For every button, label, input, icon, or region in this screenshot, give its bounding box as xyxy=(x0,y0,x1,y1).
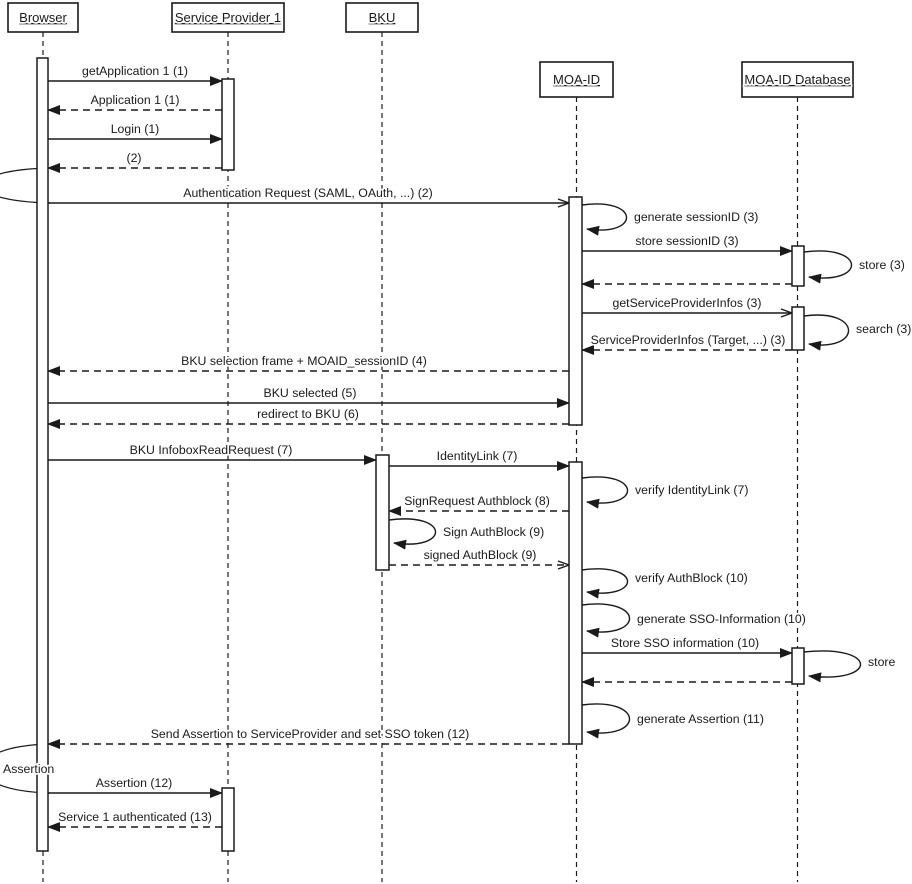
lifelines-layer xyxy=(43,32,798,882)
participant-label-browser: Browser xyxy=(19,10,67,25)
message-label: BKU selected (5) xyxy=(263,386,357,400)
self-call-arrow xyxy=(804,251,852,278)
participant-label-service-provider-1: Service Provider 1 xyxy=(174,10,282,25)
message-label: Service 1 authenticated (13) xyxy=(58,810,212,824)
self-call-label: generate SSO-Information (10) xyxy=(637,612,806,626)
activation-bar-moa-id-database xyxy=(792,648,804,684)
message-label: BKU InfoboxReadRequest (7) xyxy=(129,443,293,457)
activation-bar-browser xyxy=(37,58,48,851)
activation-bar-moa-id-database xyxy=(792,246,804,286)
message-label: getApplication 1 (1) xyxy=(82,64,188,78)
activation-bar-moa-id xyxy=(569,197,582,425)
self-call-label: verify AuthBlock (10) xyxy=(635,571,748,585)
self-call-arrow xyxy=(582,204,627,230)
loopback-label: Assertion xyxy=(3,762,55,776)
message-label: Store SSO information (10) xyxy=(610,636,760,650)
message-label: IdentityLink (7) xyxy=(436,449,518,463)
participant-label-moa-id-database: MOA-ID Database xyxy=(744,72,851,87)
activation-bar-service-provider-1 xyxy=(222,79,234,170)
message-label: BKU selection frame + MOAID_sessionID (4) xyxy=(181,354,427,368)
participant-label-bku: BKU xyxy=(368,10,396,25)
self-call-label: store (3) xyxy=(859,258,905,272)
message-label: Send Assertion to ServiceProvider and set SSO token (12) xyxy=(150,727,470,741)
activation-bar-moa-id-database xyxy=(792,307,804,350)
self-call-label: generate sessionID (3) xyxy=(634,210,759,224)
message-label: SignRequest Authblock (8) xyxy=(404,494,550,508)
message-label: Login (1) xyxy=(110,122,160,136)
activation-bar-moa-id xyxy=(569,462,582,744)
participant-label-moa-id: MOA-ID xyxy=(553,72,600,87)
self-call-label: store xyxy=(868,655,896,669)
message-label: signed AuthBlock (9) xyxy=(423,548,537,562)
self-call-arrow xyxy=(582,477,628,503)
self-call-arrow xyxy=(582,569,628,593)
participants-layer xyxy=(8,3,853,97)
message-label: Application 1 (1) xyxy=(90,93,180,107)
message-label: Assertion (12) xyxy=(95,776,173,790)
labels-layer xyxy=(3,64,911,824)
message-label: redirect to BKU (6) xyxy=(257,407,359,421)
self-call-label: Sign AuthBlock (9) xyxy=(443,525,545,539)
self-call-arrow xyxy=(389,519,436,544)
self-call-arrow xyxy=(582,704,630,733)
self-call-arrow xyxy=(582,604,630,632)
activation-bar-bku xyxy=(376,455,389,570)
activation-bar-service-provider-1 xyxy=(222,788,234,851)
self-call-label: search (3) xyxy=(856,322,912,336)
self-call-label: verify IdentityLink (7) xyxy=(635,483,749,497)
self-call-label: generate Assertion (11) xyxy=(637,712,764,726)
message-label: getServiceProviderInfos (3) xyxy=(612,296,762,310)
self-call-arrow xyxy=(804,651,861,677)
message-label: Authentication Request (SAML, OAuth, ...) (2) xyxy=(183,186,433,200)
message-label: ServiceProviderInfos (Target, ...) (3) xyxy=(590,333,786,347)
message-label: store sessionID (3) xyxy=(635,234,739,248)
self-call-arrow xyxy=(804,315,849,345)
message-label: (2) xyxy=(126,151,142,165)
